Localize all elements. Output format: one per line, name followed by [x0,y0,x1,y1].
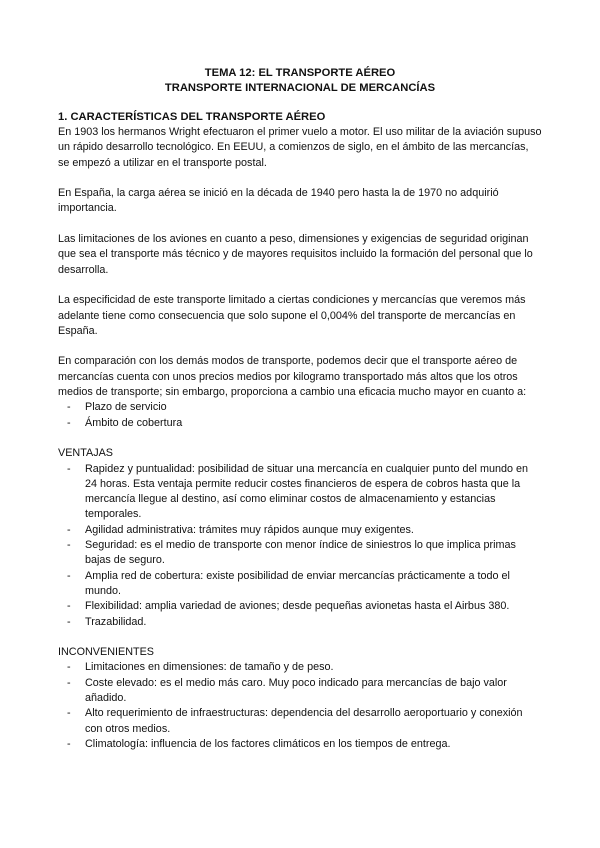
list-dash: - [67,707,71,720]
list-item-text: Rapidez y puntualidad: posibilidad de situar una mercancía en cualquier punto del mundo en 24 horas. Esta ventaja permite reducir costes financieros de espera de cobros hasta que la mercancía llegue al destino, así como eliminar costos de almacenamiento y estancias temporales. [85,462,528,521]
paragraph: En 1903 los hermanos Wright efectuaron el primer vuelo a motor. El uso militar de la aviación supuso un rápido desarrollo tecnológico. En EEUU, a comienzos de siglo, en el ámbito de las mercancías, se empezó a utilizar en el transporte postal. [58,126,542,169]
inconvenientes-heading: INCONVENIENTES [58,646,154,659]
list-item-text: Coste elevado: es el medio más caro. Muy poco indicado para mercancías de bajo valor añadido. [85,676,507,704]
list-dash: - [67,661,71,674]
list-item-text: Ámbito de cobertura [85,416,183,429]
list-item [58,538,542,569]
section-heading: 1. CARACTERÍSTICAS DEL TRANSPORTE AÉREO [58,111,326,123]
list-dash: - [67,600,71,613]
list-dash: - [67,416,71,429]
list-item [58,660,542,675]
inconvenientes-list [58,660,542,752]
ventajas-heading: VENTAJAS [58,447,113,460]
list-item [58,706,542,737]
list-dash: - [67,569,71,582]
list-item-text: Trazabilidad. [85,615,147,628]
list-item [58,416,542,431]
paragraph: Las limitaciones de los aviones en cuanto a peso, dimensiones y exigencias de seguridad originan que sea el transporte más técnico y de mayores requisitos incluido la formación del personal que lo desarrolla. [58,233,533,276]
paragraph: En España, la carga aérea se inició en la década de 1940 pero hasta la de 1970 no adquirió importancia. [58,187,499,215]
paragraph: En comparación con los demás modos de transporte, podemos decir que el transporte aéreo de mercancías cuenta con unos precios medios por kilogramo transportado más altos que los otros medios de transporte; sin embargo, proporciona a cambio una eficacia mucho mayor en cuanto a: [58,355,527,399]
list-dash: - [67,615,71,628]
document-title-line-1: TEMA 12: EL TRANSPORTE AÉREO [204,67,396,79]
ventajas-list [58,462,542,630]
list-dash: - [67,462,71,475]
list-dash: - [67,523,71,536]
list-item [58,615,542,630]
list-item-text: Amplia red de cobertura: existe posibilidad de enviar mercancías prácticamente a todo el mundo. [85,569,510,597]
document-title-line-2: TRANSPORTE INTERNACIONAL DE MERCANCÍAS [164,82,436,94]
list-item-text: Seguridad: es el medio de transporte con menor índice de siniestros lo que implica primas bajas de seguro. [85,539,516,567]
list-item-text: Agilidad administrativa: trámites muy rápidos aunque muy exigentes. [85,523,414,536]
list-dash: - [67,737,71,750]
list-item-text: Climatología: influencia de los factores climáticos en los tiempos de entrega. [85,737,451,750]
comparison-list [58,400,542,431]
list-item [58,737,542,752]
paragraph: La especificidad de este transporte limitado a ciertas condiciones y mercancías que veremos más adelante tiene como consecuencia que solo supone el 0,004% del transporte de mercancías en España. [58,294,526,337]
list-dash: - [67,676,71,689]
list-dash: - [67,539,71,552]
list-dash: - [67,401,71,414]
list-item [58,676,542,707]
list-item-text: Alto requerimiento de infraestructuras: dependencia del desarrollo aeroportuario y conexión con otros medios. [85,707,523,735]
list-item [58,462,542,523]
list-item [58,569,542,600]
list-item [58,523,542,538]
list-item-text: Limitaciones en dimensiones: de tamaño y de peso. [85,661,334,674]
list-item-text: Flexibilidad: amplia variedad de aviones; desde pequeñas avionetas hasta el Airbus 380. [85,600,510,613]
list-item [58,599,542,614]
list-item [58,400,542,415]
list-item-text: Plazo de servicio [85,401,167,414]
